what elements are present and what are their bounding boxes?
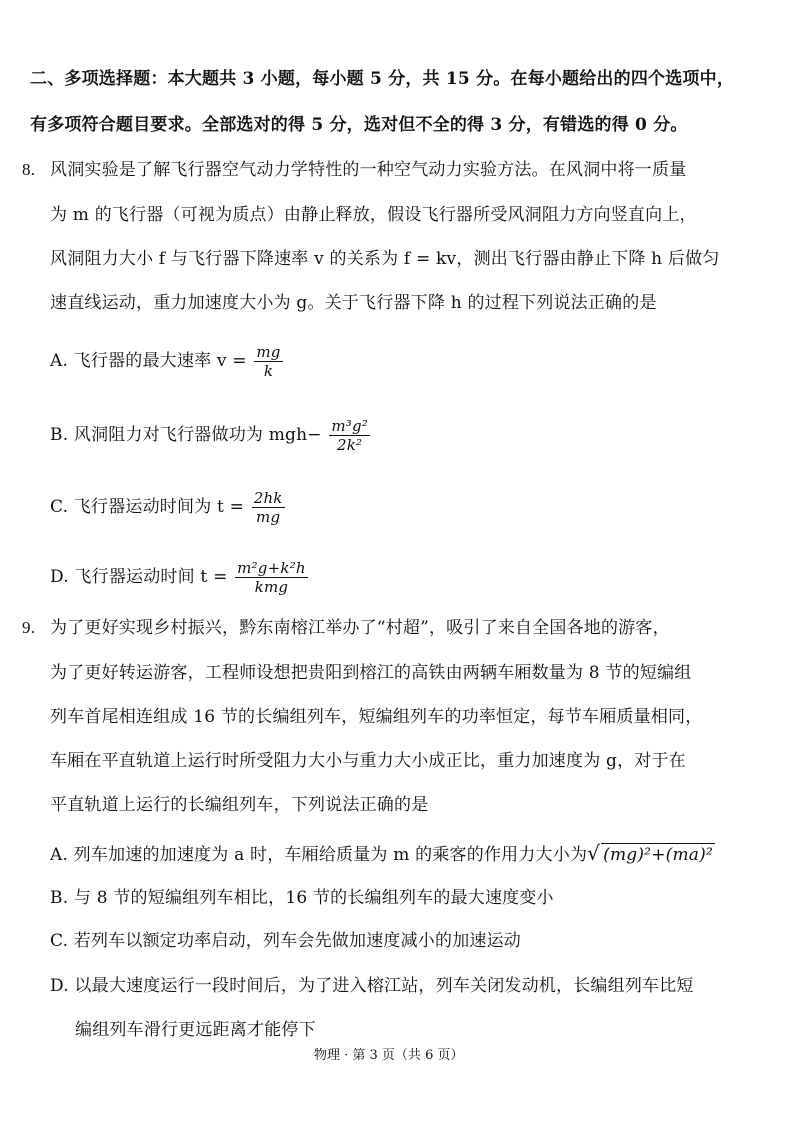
q8-option-d-fraction (235, 560, 308, 595)
q8-stem-line-2: 为 m 的飞行器（可视为质点）由静止释放，假设飞行器所受风洞阻力方向竖直向上， (50, 205, 697, 225)
page-footer: 物理 · 第 3 页（共 6 页） (314, 1048, 464, 1063)
q9-option-a (50, 842, 715, 866)
q8-option-b-den: 2k² (337, 436, 363, 454)
q8-option-c-num: 2hk (253, 489, 283, 507)
q8-option-c-den: mg (256, 508, 281, 526)
q8-option-a (50, 344, 285, 379)
q9-stem-line-4: 车厢在平直轨道上运行时所受阻力大小与重力大小成正比，重力加速度为 g，对于在 (50, 751, 686, 771)
q8-option-d-den: kmg (254, 578, 289, 596)
q9-option-d-line-1: D. 以最大速度运行一段时间后，为了进入榕江站，列车关闭发动机，长编组列车比短 (50, 976, 694, 996)
q8-option-b-text: B. 风洞阻力对飞行器做功为 mgh− (50, 425, 322, 445)
q9-stem-line-3: 列车首尾相连组成 16 节的长编组列车，短编组列车的功率恒定，每节车厢质量相同， (50, 707, 703, 727)
q8-stem-line-3: 风洞阻力大小 f 与飞行器下降速率 v 的关系为 f = kv，测出飞行器由静止下降 h 后做匀 (50, 249, 720, 269)
q8-option-a-text: A. 飞行器的最大速率 v = (50, 351, 247, 371)
sqrt-symbol: √ (587, 841, 601, 865)
q9-option-c: C. 若列车以额定功率启动，列车会先做加速度减小的加速运动 (50, 931, 522, 951)
section-header-line-1: 二、多项选择题：本大题共 3 小题，每小题 5 分，共 15 分。在每小题给出的四个选项中， (30, 69, 735, 89)
q8-option-d-text: D. 飞行器运动时间 t = (50, 567, 228, 587)
q9-stem-line-2: 为了更好转运游客，工程师设想把贵阳到榕江的高铁由两辆车厢数量为 8 节的短编组 (50, 663, 692, 683)
q8-option-d (50, 560, 310, 595)
q8-option-c (50, 490, 287, 525)
q9-option-d-line-2: 编组列车滑行更远距离才能停下 (75, 1020, 316, 1040)
q9-number: 9. (22, 618, 36, 637)
q8-stem-line-1: 风洞实验是了解飞行器空气动力学特性的一种空气动力实验方法。在风洞中将一质量 (50, 160, 687, 180)
q8-stem-line-4: 速直线运动，重力加速度大小为 g。关于飞行器下降 h 的过程下列说法正确的是 (50, 293, 657, 313)
q9-option-b: B. 与 8 节的短编组列车相比，16 节的长编组列车的最大速度变小 (50, 888, 554, 908)
section-header-line-2: 有多项符合题目要求。全部选对的得 5 分，选对但不全的得 3 分，有错选的得 0 分。 (30, 115, 688, 135)
q8-option-b (50, 418, 372, 453)
q8-number: 8. (22, 160, 36, 179)
q8-option-a-den: k (263, 362, 274, 380)
q9-stem-line-1: 为了更好实现乡村振兴，黔东南榕江举办了“村超”，吸引了来自全国各地的游客， (50, 618, 670, 638)
q8-option-d-num: m²g+k²h (237, 559, 306, 577)
q8-option-c-text: C. 飞行器运动时间为 t = (50, 497, 245, 517)
q8-option-a-num: mg (256, 343, 281, 361)
q8-option-b-num: m³g² (331, 417, 368, 435)
q9-option-a-text: A. 列车加速的加速度为 a 时，车厢给质量为 m 的乘客的作用力大小为 (50, 845, 588, 865)
q8-option-a-fraction (254, 344, 282, 379)
q8-option-c-fraction (252, 490, 285, 525)
q9-option-a-root: (mg)²+(ma)² (603, 845, 713, 865)
q9-stem-line-5: 平直轨道上运行的长编组列车，下列说法正确的是 (50, 795, 429, 815)
q8-option-b-fraction (329, 418, 370, 453)
